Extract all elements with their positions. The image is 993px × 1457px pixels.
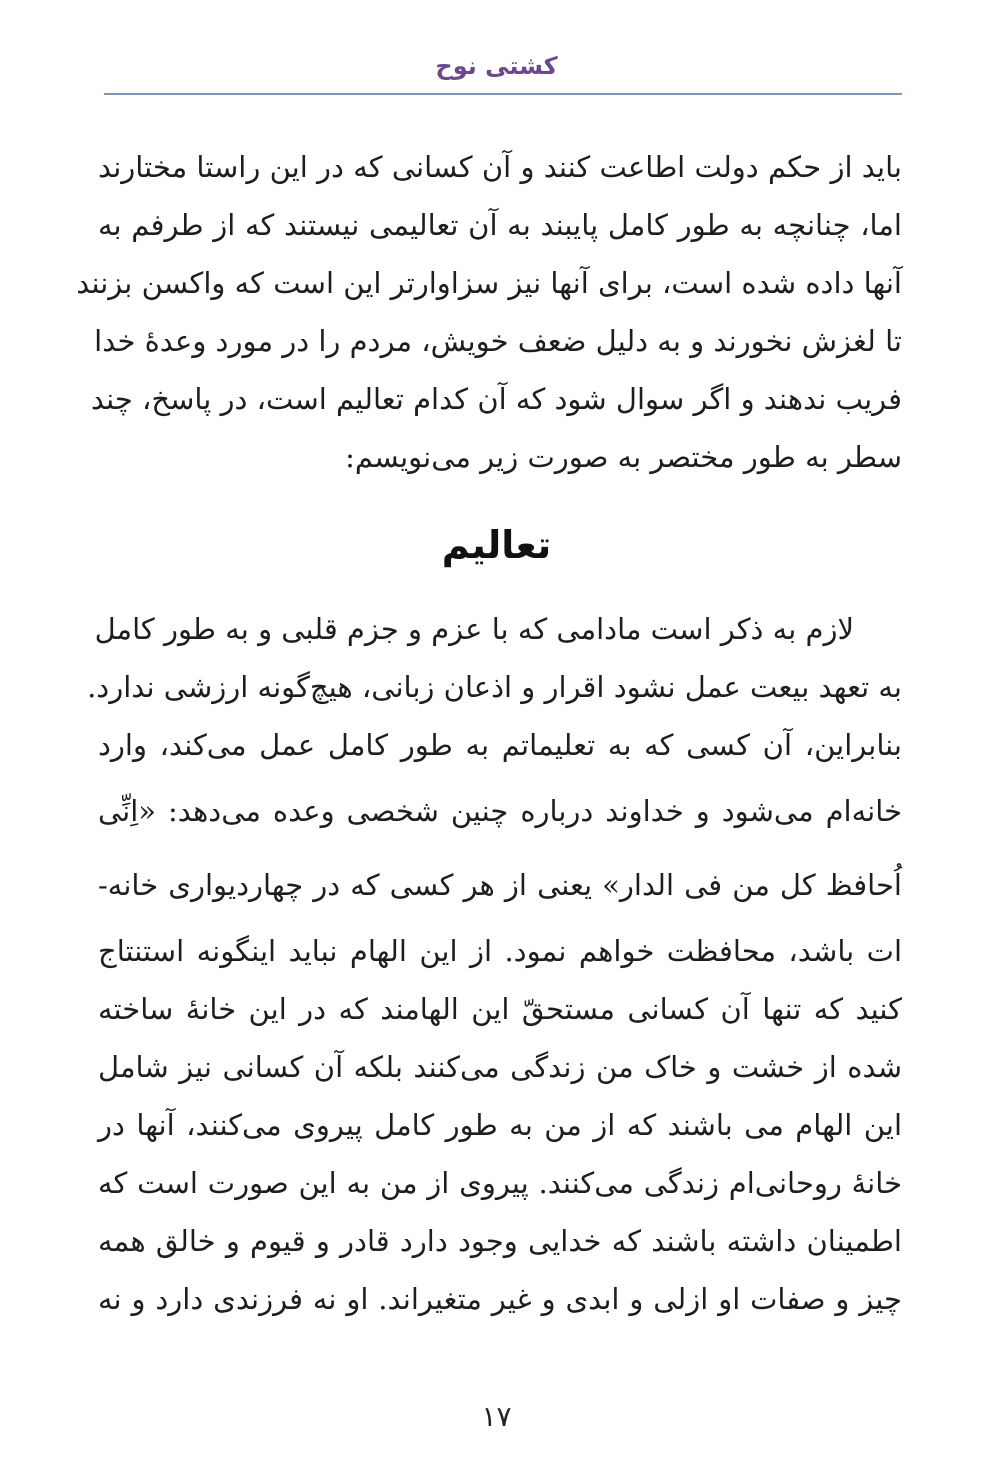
text-line: سطر به طور مختصر به صورت زیر می‌نویسم: xyxy=(345,440,902,474)
text-line: خانه‌ام می‌شود و خداوند درباره چنین شخصی وعده می‌دهد: «اِنِّی xyxy=(98,794,902,828)
header-divider xyxy=(104,93,902,95)
text-line: باید از حکم دولت اطاعت کنند و آن کسانی که در این راستا مختارند xyxy=(98,150,902,184)
paragraph-teachings xyxy=(87,600,902,1328)
text-line: چیز و صفات او ازلی و ابدی و غیر متغیراند. او نه فرزندی دارد و نه xyxy=(98,1282,902,1316)
page-number: ۱۷ xyxy=(481,1400,512,1433)
text-line: ات باشد، محافظت خواهم نمود. از این الهام نباید اینگونه استنتاج xyxy=(98,934,902,968)
text-line: خانهٔ روحانی‌ام زندگی می‌کنند. پیروی از من به این صورت است که xyxy=(98,1166,902,1200)
text-line: این الهام می باشند که از من به طور کامل پیروی می‌کنند، آنها در xyxy=(98,1108,902,1142)
text-line: اطمینان داشته باشند که خدایی وجود دارد قادر و قیوم و خالق همه xyxy=(98,1224,902,1258)
text-line: شده از خشت و خاک من زندگی می‌کنند بلکه آن کسانی نیز شامل xyxy=(98,1050,902,1084)
text-line: تا لغزش نخورند و به دلیل ضعف خویش، مردم را در مورد وعدهٔ خدا xyxy=(94,324,902,358)
text-line: اما، چنانچه به طور کامل پایبند به آن تعالیمی نیستند که از طرفم به xyxy=(98,208,902,242)
text-line: لازم به ذکر است مادامی که با عزم و جزم قلبی و به طور کامل xyxy=(94,612,854,646)
text-line: اُحافظ کل من فی الدار» یعنی از هر کسی که در چهاردیواری خانه- xyxy=(98,868,902,902)
text-line: به تعهد بیعت عمل نشود اقرار و اذعان زبانی، هیچ‌گونه ارزشی ندارد. xyxy=(87,670,902,704)
text-line: فریب ندهند و اگر سوال شود که آن کدام تعالیم است، در پاسخ، چند xyxy=(90,382,902,416)
text-line: کنید که تنها آن کسانی مستحقّ این الهامند که در این خانهٔ ساخته xyxy=(98,992,902,1026)
text-line: بنابراین، آن کسی که به تعلیماتم به طور کامل عمل می‌کند، وارد xyxy=(98,728,902,762)
paragraph-intro xyxy=(76,138,902,486)
running-header-title: کشتی نوح xyxy=(435,52,558,80)
section-heading: تعالیم xyxy=(441,523,552,567)
text-line: آنها داده شده است، برای آنها نیز سزاوارتر این است که واکسن بزنند xyxy=(76,266,902,300)
